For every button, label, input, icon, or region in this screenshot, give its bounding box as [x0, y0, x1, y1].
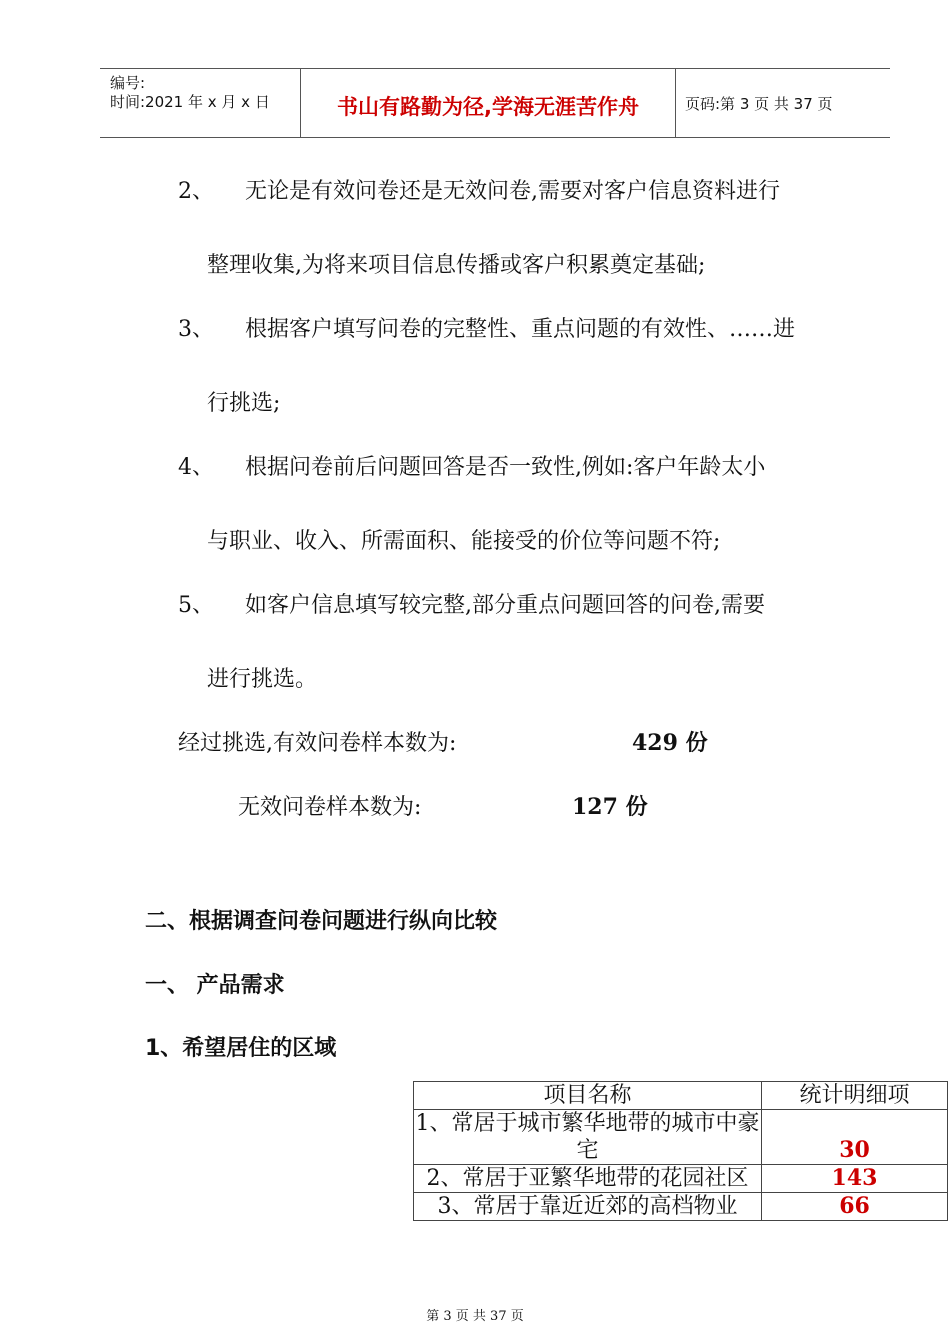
- page-footer: 第 3 页 共 37 页: [426, 1309, 524, 1324]
- column-header-count: 统计明细项: [762, 1082, 948, 1110]
- header-motto-cell: [301, 69, 676, 137]
- item-text-line: 无论是有效问卷还是无效问卷,需要对客户信息资料进行: [245, 179, 780, 204]
- section-heading: 二、根据调查问卷问题进行纵向比较: [145, 909, 498, 934]
- header-motto: 书山有路勤为径,学海无涯苦作舟: [337, 95, 639, 119]
- header-page-info: 页码:第 3 页 共 37 页: [685, 95, 833, 113]
- item-text-line: 行挑选;: [207, 391, 281, 416]
- table-header-row: [414, 1082, 948, 1110]
- item-text-line: 进行挑选。: [207, 667, 318, 692]
- invalid-count-value: 127 份: [572, 794, 648, 820]
- column-header-name: 项目名称: [414, 1082, 762, 1110]
- row-value: 143: [762, 1165, 948, 1193]
- item-number: 3、: [178, 317, 214, 342]
- item-number: 5、: [178, 593, 214, 618]
- header-page-cell: [676, 69, 890, 137]
- row-name: 1、常居于城市繁华地带的城市中豪宅: [415, 1111, 760, 1163]
- item-text-line: 如客户信息填写较完整,部分重点问题回答的问卷,需要: [245, 593, 765, 618]
- header-meta: [100, 69, 301, 137]
- topic-heading: 1、希望居住的区域: [145, 1036, 337, 1061]
- table-row: [414, 1110, 948, 1165]
- invalid-count-label: 无效问卷样本数为:: [238, 795, 422, 820]
- table-row: [414, 1165, 948, 1193]
- item-number: 2、: [178, 179, 214, 204]
- valid-count-value: 429 份: [632, 730, 708, 756]
- page-header: [100, 68, 890, 138]
- table-row: [414, 1193, 948, 1221]
- row-name: 3、常居于靠近近郊的高档物业: [414, 1193, 762, 1221]
- time-label: 时间:2021 年 x 月 x 日: [110, 93, 270, 111]
- item-text-line: 与职业、收入、所需面积、能接受的价位等问题不符;: [207, 529, 721, 554]
- statistics-table: [413, 1081, 948, 1221]
- code-label: 编号:: [110, 74, 146, 92]
- item-text-line: 根据客户填写问卷的完整性、重点问题的有效性、……进: [245, 317, 796, 342]
- item-text-line: 根据问卷前后问题回答是否一致性,例如:客户年龄太小: [245, 455, 766, 480]
- item-text-line: 整理收集,为将来项目信息传播或客户积累奠定基础;: [207, 253, 706, 278]
- row-value: 66: [762, 1193, 948, 1221]
- row-name: 2、常居于亚繁华地带的花园社区: [414, 1165, 762, 1193]
- subsection-heading: 一、 产品需求: [145, 973, 285, 998]
- row-value: 30: [762, 1110, 948, 1165]
- valid-count-label: 经过挑选,有效问卷样本数为:: [178, 731, 457, 756]
- item-number: 4、: [178, 455, 214, 480]
